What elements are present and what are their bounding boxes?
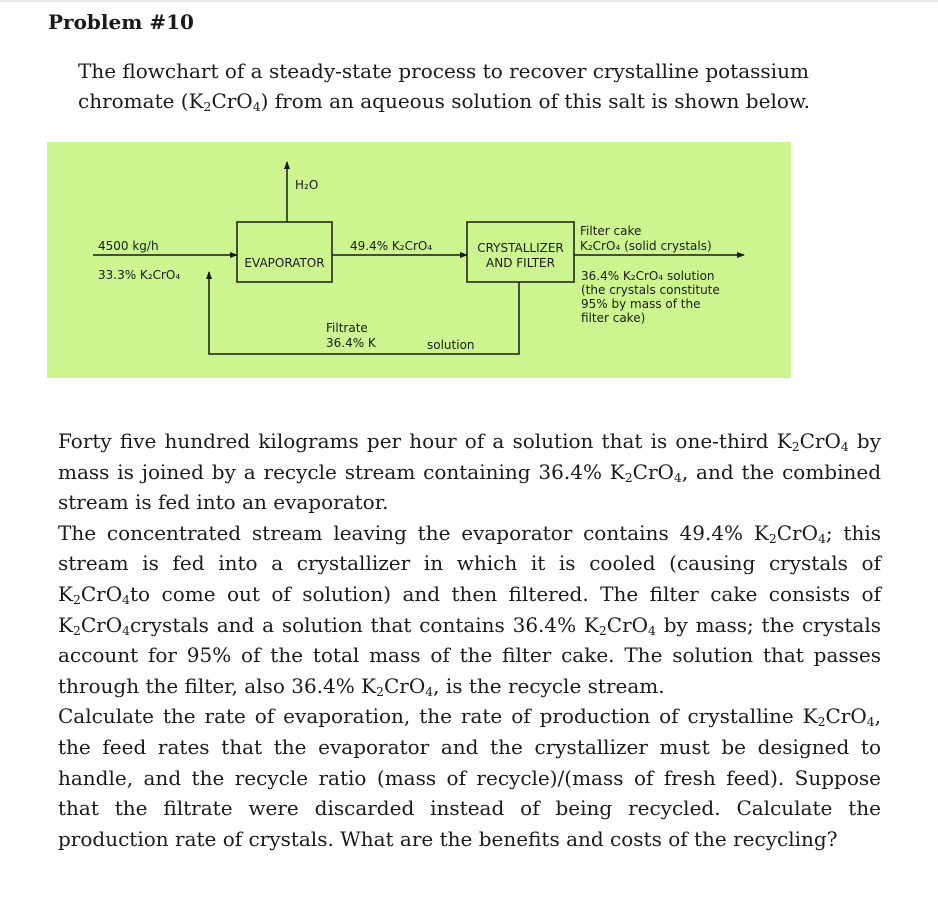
flowchart-lines: [47, 142, 791, 378]
water-label: H₂O: [295, 178, 319, 192]
filter-cake-label: Filter cake: [580, 224, 642, 238]
evaporator-box: [237, 222, 332, 282]
solution-note-1: 36.4% K₂CrO₄ solution: [581, 269, 715, 283]
process-flowchart: [47, 142, 791, 378]
intro-line-2: chromate $(K_2CrO_4)$ from an aqueous solution of this salt is shown below.: [78, 89, 810, 115]
body-paragraph-1: Forty five hundred kilograms per hour of a solution that is one-third $K_2CrO_4$ by mass is joined by a recycle stream containing 36.4% $K_2CrO_4$, and the combined stream is fed into an evaporator.: [58, 429, 882, 515]
filtrate-label-1: Filtrate: [326, 321, 368, 335]
solution-note-3: 95% by mass of the: [581, 297, 701, 311]
concentrate-label: 49.4% K₂CrO₄: [350, 239, 433, 253]
feed-composition-label: 33.3% K₂CrO₄: [98, 268, 181, 282]
top-divider: [0, 0, 938, 2]
solution-note-2: (the crystals constitute: [581, 283, 720, 297]
crystallizer-label-1: CRYSTALLIZER: [477, 241, 564, 255]
intro-paragraph: [78, 56, 878, 116]
problem-title: Problem #10: [48, 10, 194, 34]
feed-rate-label: 4500 kg/h: [98, 239, 159, 253]
body-paragraph-3: Calculate the rate of evaporation, the rate of production of crystalline $K_2CrO_4$, the feed rates that the evaporator and the crystallizer must be designed to handle, and the recycle ratio (mass of recycle)/(mass of fresh feed). Suppose that the filtrate were discarded instead of being recycled. Calculate the production rate of crystals. What are the benefits and costs of the recycling?: [58, 704, 881, 851]
filtrate-label-3: solution: [427, 338, 475, 352]
problem-body: [58, 426, 881, 854]
filtrate-label-2: 36.4% K: [326, 336, 376, 350]
crystals-label: K₂CrO₄ (solid crystals): [580, 239, 712, 253]
crystallizer-label-2: AND FILTER: [486, 256, 555, 270]
intro-line-1: The flowchart of a steady-state process to recover crystalline potassium: [78, 59, 809, 83]
body-paragraph-2: The concentrated stream leaving the evaporator contains 49.4% $K_2CrO_4$; this stream is fed into a crystallizer in which it is cooled (causing crystals of $K_2CrO_4to$ come out of solution) and then filtered. The filter cake consists of $K_2CrO_4crystals$ and a solution that contains 36.4% $K_2CrO_4$ by mass; the crystals account for 95% of the total mass of the filter cake. The solution that passes through the filter, also 36.4% $K_2CrO_4$, is the recycle stream.: [58, 520, 881, 699]
solution-note-4: filter cake): [581, 311, 646, 325]
evaporator-label: EVAPORATOR: [244, 256, 325, 270]
